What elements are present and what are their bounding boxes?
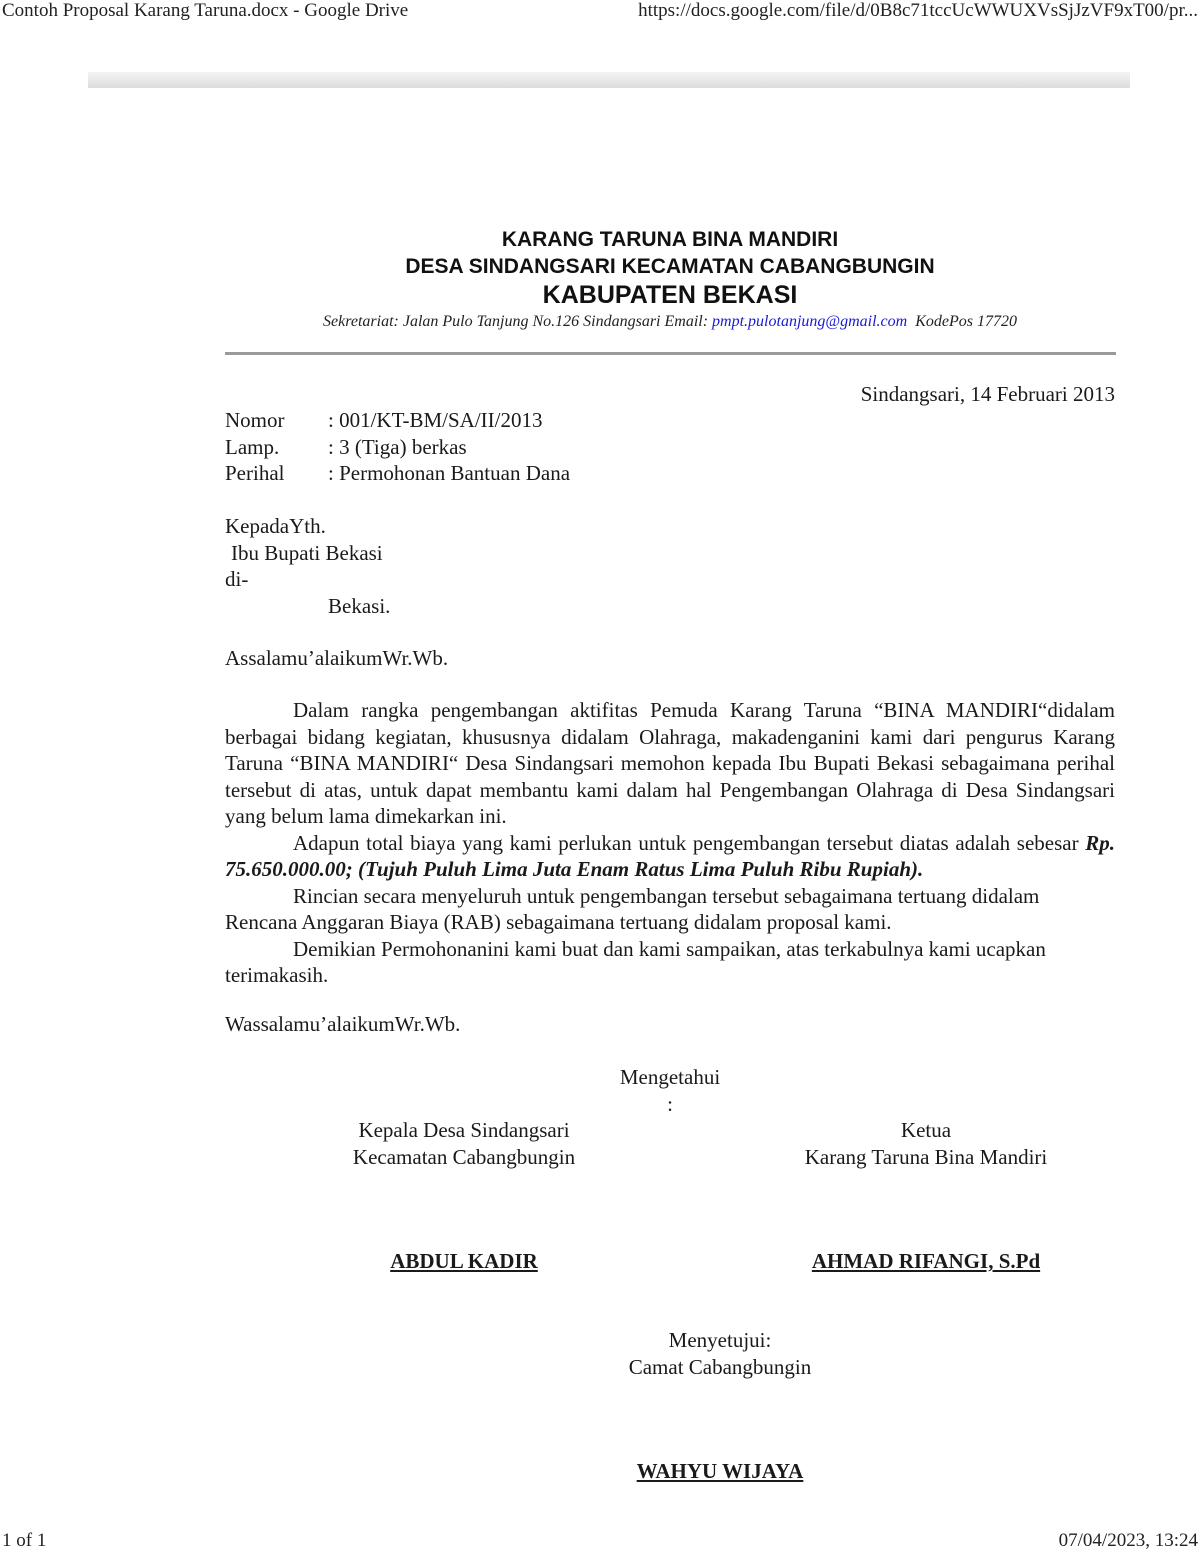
meta-key: Lamp.	[225, 434, 280, 459]
meta-row-perihal	[225, 460, 570, 487]
approve-name: WAHYU WIJAYA	[636, 1459, 804, 1483]
recipient-line4: Bekasi.	[328, 593, 391, 618]
print-footer	[0, 1530, 1200, 1552]
letter-meta	[225, 407, 570, 487]
meta-key: Perihal	[225, 461, 285, 485]
letter-date: Sindangsari, 14 Februari 2013	[860, 382, 1115, 406]
meta-row-lamp	[225, 434, 570, 461]
letterhead	[225, 226, 1115, 331]
meta-value: : 001/KT-BM/SA/II/2013	[328, 408, 543, 432]
address-prefix: Sekretariat: Jalan Pulo Tanjung No.126 Sindangsari Email:	[323, 313, 713, 330]
address-suffix: KodePos 17720	[907, 313, 1017, 330]
signature-left-role1: Kepala Desa Sindangsari	[358, 1118, 570, 1142]
acknowledge-label: Mengetahui	[619, 1065, 721, 1089]
meta-row-nomor	[225, 407, 570, 434]
amount-text: Rp. 75.650.000.00; (Tujuh Puluh Lima Juta Enam Ratus Lima Puluh Ribu Rupiah).	[225, 830, 1115, 881]
email-link[interactable]: pmpt.pulotanjung@gmail.com	[712, 313, 908, 330]
paragraph-2-text: Adapun total biaya yang kami perlukan untuk pengembangan tersebut diatas adalah sebesar	[293, 830, 1086, 855]
recipient-line1: KepadaYth.	[225, 514, 326, 538]
meta-key: Nomor	[225, 408, 285, 432]
print-header	[0, 0, 1200, 22]
page-count: 1 of 1	[2, 1530, 47, 1551]
paragraph-1: Dalam rangka pengembangan aktifitas Pemuda Karang Taruna “BINA MANDIRI“didalam berbagai bidang kegiatan, khususnya didalam Olahraga, makadenganini kami dari pengurus Karang Taruna “BINA MANDIRI“ Desa Sindangsari memohon kepada Ibu Bupati Bekasi sebagaimana perihal tersebut di atas, untuk dapat membantu kami dalam hal Pengembangan Olahraga di Desa Sindangsari yang belum lama dimekarkan ini.	[225, 698, 1115, 828]
letterhead-line2: DESA SINDANGSARI KECAMATAN CABANGBUNGIN	[405, 255, 935, 278]
recipient-block	[225, 513, 390, 619]
recipient-line2: Ibu Bupati Bekasi	[231, 540, 383, 565]
paragraph-2	[225, 830, 1115, 883]
closing: Wassalamu’alaikumWr.Wb.	[225, 1012, 461, 1036]
signature-right-role2: Karang Taruna Bina Mandiri	[804, 1144, 1048, 1169]
print-datetime: 07/04/2023, 13:24	[1058, 1530, 1198, 1551]
letterhead-address	[225, 313, 1115, 331]
letterhead-line1: KARANG TARUNA BINA MANDIRI	[501, 228, 839, 251]
approve-block	[570, 1327, 870, 1380]
letter-body	[225, 697, 1115, 989]
signature-left	[314, 1117, 614, 1170]
approve-role: Camat Cabangbungin	[628, 1354, 812, 1379]
print-url[interactable]: https://docs.google.com/file/d/0B8c71tccUcWWUXVsSjJzVF9xT00/pr...	[638, 0, 1198, 21]
acknowledge-colon: :	[667, 1091, 673, 1116]
paragraph-4: Demikian Permohonanini kami buat dan kami sampaikan, atas terkabulnya kami ucapkan terimakasih.	[225, 936, 1046, 987]
signature-right-role1: Ketua	[900, 1118, 952, 1142]
paragraph-3: Rincian secara menyeluruh untuk pengembangan tersebut sebagaimana tertuang didalam Rencana Anggaran Biaya (RAB) sebagaimana tertuang didalam proposal kami.	[225, 883, 1040, 934]
signature-left-role2: Kecamatan Cabangbungin	[352, 1144, 576, 1169]
page-top-shadow	[88, 72, 1130, 88]
signature-left-name: ABDUL KADIR	[390, 1249, 538, 1273]
approve-label: Menyetujui:	[668, 1328, 772, 1352]
meta-value: : 3 (Tiga) berkas	[328, 434, 467, 459]
recipient-line3: di-	[225, 567, 249, 591]
signature-right-name: AHMAD RIFANGI, S.Pd	[811, 1249, 1041, 1273]
letterhead-line3: KABUPATEN BEKASI	[542, 281, 798, 309]
print-title: Contoh Proposal Karang Taruna.docx - Google Drive	[2, 0, 409, 21]
letterhead-divider	[225, 352, 1116, 355]
acknowledge-block	[520, 1064, 820, 1117]
greeting: Assalamu’alaikumWr.Wb.	[225, 646, 449, 670]
signature-right	[756, 1117, 1096, 1170]
meta-value: : Permohonan Bantuan Dana	[328, 461, 571, 485]
